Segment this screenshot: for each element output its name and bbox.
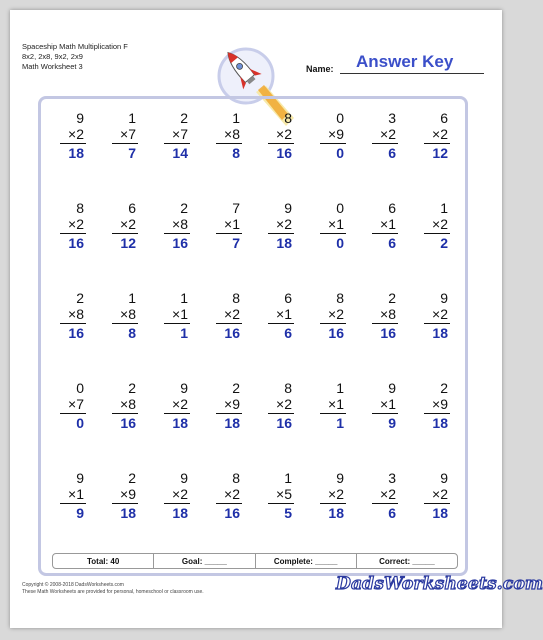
problem-answer: 14 — [172, 145, 188, 161]
correct-cell: Correct: _____ — [379, 556, 435, 566]
problem-answer: 6 — [388, 145, 396, 161]
problem-answer: 0 — [76, 415, 84, 431]
problem-answer: 7 — [128, 145, 136, 161]
problem-answer: 1 — [336, 415, 344, 431]
problem-multiplier: ×9 — [432, 396, 448, 412]
problem-answer: 18 — [276, 235, 292, 251]
problem-multiplier: ×1 — [276, 306, 292, 322]
problem-answer: 16 — [68, 325, 84, 341]
problem-multiplier: ×2 — [224, 306, 240, 322]
problem-multiplier: ×9 — [120, 486, 136, 502]
problem-top-number: 3 — [388, 110, 396, 126]
problem — [252, 290, 304, 346]
problem-top-number: 1 — [180, 290, 188, 306]
problem-multiplier: ×2 — [276, 396, 292, 412]
problem-multiplier: ×2 — [224, 486, 240, 502]
problem-answer: 18 — [432, 505, 448, 521]
problem-answer: 18 — [328, 505, 344, 521]
problem-top-number: 6 — [128, 200, 136, 216]
problem-top-number: 8 — [232, 470, 240, 486]
problem-top-number: 0 — [76, 380, 84, 396]
problem-answer: 18 — [68, 145, 84, 161]
score-bar — [52, 553, 458, 569]
problem-top-number: 1 — [440, 200, 448, 216]
problem-top-number: 2 — [180, 110, 188, 126]
problem-multiplier: ×2 — [68, 216, 84, 232]
problem — [252, 380, 304, 436]
problem — [356, 200, 408, 256]
problem-top-number: 2 — [232, 380, 240, 396]
name-area — [306, 52, 486, 76]
problem-answer: 12 — [120, 235, 136, 251]
problem-top-number: 0 — [336, 110, 344, 126]
name-line — [340, 73, 484, 74]
problem-top-number: 8 — [284, 380, 292, 396]
problem — [304, 290, 356, 346]
problem-top-number: 6 — [440, 110, 448, 126]
answer-key-label: Answer Key — [356, 52, 454, 71]
problem-multiplier: ×8 — [120, 306, 136, 322]
problem-multiplier: ×8 — [172, 216, 188, 232]
problem — [44, 200, 96, 256]
problem-multiplier: ×2 — [380, 486, 396, 502]
problem-answer: 16 — [276, 145, 292, 161]
worksheet-header — [22, 42, 128, 72]
problem — [200, 110, 252, 166]
problem-multiplier: ×8 — [120, 396, 136, 412]
problem-top-number: 9 — [336, 470, 344, 486]
problem-top-number: 9 — [180, 470, 188, 486]
problem — [96, 290, 148, 346]
problem-answer: 12 — [432, 145, 448, 161]
problem — [148, 200, 200, 256]
problem-multiplier: ×5 — [276, 486, 292, 502]
problem — [44, 290, 96, 346]
problem-answer: 0 — [336, 145, 344, 161]
problem-multiplier: ×7 — [172, 126, 188, 142]
problem-multiplier: ×2 — [328, 306, 344, 322]
problem-answer: 9 — [388, 415, 396, 431]
problem-top-number: 1 — [128, 290, 136, 306]
dadsworksheets-logo: DadsWorksheets.com — [336, 574, 543, 594]
problem-answer: 16 — [120, 415, 136, 431]
problem-answer: 18 — [224, 415, 240, 431]
problem — [200, 470, 252, 526]
problem-answer: 16 — [172, 235, 188, 251]
problem-top-number: 1 — [336, 380, 344, 396]
problem-multiplier: ×2 — [432, 486, 448, 502]
problem-top-number: 9 — [76, 470, 84, 486]
problem-top-number: 6 — [284, 290, 292, 306]
problem — [148, 380, 200, 436]
problem — [200, 200, 252, 256]
problem-multiplier: ×9 — [328, 126, 344, 142]
problem-answer: 18 — [120, 505, 136, 521]
problem-multiplier: ×8 — [224, 126, 240, 142]
problem-top-number: 9 — [76, 110, 84, 126]
problem-multiplier: ×9 — [224, 396, 240, 412]
problem-top-number: 8 — [232, 290, 240, 306]
problem-answer: 1 — [180, 325, 188, 341]
problem-multiplier: ×1 — [172, 306, 188, 322]
problem-multiplier: ×1 — [328, 216, 344, 232]
problem-answer: 16 — [276, 415, 292, 431]
problem-answer: 7 — [232, 235, 240, 251]
problem-top-number: 3 — [388, 470, 396, 486]
problem-answer: 16 — [224, 505, 240, 521]
total-cell: Total: 40 — [53, 554, 154, 568]
complete-cell: Complete: _____ — [256, 554, 357, 568]
problem-answer: 18 — [432, 415, 448, 431]
problem-grid — [44, 110, 460, 526]
problem-top-number: 8 — [284, 110, 292, 126]
problem — [96, 470, 148, 526]
problem-answer: 18 — [172, 505, 188, 521]
problem-top-number: 8 — [76, 200, 84, 216]
problem-multiplier: ×2 — [120, 216, 136, 232]
problem-multiplier: ×2 — [68, 126, 84, 142]
problem — [96, 110, 148, 166]
copyright-line-2: These Math Worksheets are provided for personal, homeschool or classroom use. — [22, 589, 204, 595]
problem-answer: 6 — [284, 325, 292, 341]
problem-top-number: 2 — [440, 380, 448, 396]
problem-multiplier: ×2 — [172, 396, 188, 412]
problem — [356, 110, 408, 166]
problem-answer: 6 — [388, 505, 396, 521]
problem-multiplier: ×2 — [380, 126, 396, 142]
problem-top-number: 9 — [388, 380, 396, 396]
problem-answer: 16 — [328, 325, 344, 341]
problem — [356, 290, 408, 346]
problem-multiplier: ×1 — [68, 486, 84, 502]
problem-multiplier: ×1 — [380, 396, 396, 412]
problem-multiplier: ×2 — [432, 306, 448, 322]
problem — [408, 110, 460, 166]
problem — [96, 200, 148, 256]
problem — [148, 110, 200, 166]
problem — [408, 380, 460, 436]
goal-cell: Goal: _____ — [154, 554, 255, 568]
problem-multiplier: ×1 — [224, 216, 240, 232]
problem-top-number: 2 — [180, 200, 188, 216]
problem-answer: 16 — [380, 325, 396, 341]
problem — [356, 380, 408, 436]
problem — [408, 290, 460, 346]
problem-answer: 18 — [432, 325, 448, 341]
copyright-text — [22, 582, 204, 596]
problem-multiplier: ×7 — [120, 126, 136, 142]
problem-multiplier: ×2 — [432, 216, 448, 232]
problem-answer: 6 — [388, 235, 396, 251]
problem-multiplier: ×2 — [432, 126, 448, 142]
problem-answer: 9 — [76, 505, 84, 521]
problem — [356, 470, 408, 526]
problem-top-number: 1 — [232, 110, 240, 126]
problem — [408, 200, 460, 256]
problem-top-number: 2 — [388, 290, 396, 306]
problem — [96, 380, 148, 436]
problem-top-number: 0 — [336, 200, 344, 216]
problem-multiplier: ×1 — [380, 216, 396, 232]
worksheet-title: Spaceship Math Multiplication F — [22, 42, 128, 51]
problem-multiplier: ×8 — [68, 306, 84, 322]
problem-multiplier: ×2 — [172, 486, 188, 502]
problem — [408, 470, 460, 526]
problem-multiplier: ×1 — [328, 396, 344, 412]
problem-multiplier: ×2 — [276, 126, 292, 142]
problem-answer: 16 — [68, 235, 84, 251]
problem-multiplier: ×7 — [68, 396, 84, 412]
problem-top-number: 9 — [180, 380, 188, 396]
problem-top-number: 9 — [440, 290, 448, 306]
problem-top-number: 9 — [440, 470, 448, 486]
problem-answer: 2 — [440, 235, 448, 251]
problem-top-number: 2 — [76, 290, 84, 306]
problem-top-number: 8 — [336, 290, 344, 306]
problem-answer: 18 — [172, 415, 188, 431]
problem — [252, 110, 304, 166]
problem — [44, 110, 96, 166]
problem-answer: 8 — [128, 325, 136, 341]
name-label: Name: — [306, 64, 334, 74]
problem — [252, 200, 304, 256]
problem-top-number: 1 — [128, 110, 136, 126]
problem-top-number: 2 — [128, 380, 136, 396]
problem-answer: 5 — [284, 505, 292, 521]
problem — [200, 380, 252, 436]
problem — [44, 470, 96, 526]
problem — [304, 380, 356, 436]
worksheet-facts: 8x2, 2x8, 9x2, 2x9 — [22, 52, 83, 61]
problem-top-number: 6 — [388, 200, 396, 216]
problem — [252, 470, 304, 526]
problem — [304, 470, 356, 526]
problem-top-number: 9 — [284, 200, 292, 216]
problem-multiplier: ×2 — [328, 486, 344, 502]
problem — [304, 200, 356, 256]
problem — [304, 110, 356, 166]
problem-multiplier: ×8 — [380, 306, 396, 322]
problem — [200, 290, 252, 346]
problem-top-number: 1 — [284, 470, 292, 486]
problem-top-number: 7 — [232, 200, 240, 216]
problem-multiplier: ×2 — [276, 216, 292, 232]
worksheet-subtitle: Math Worksheet 3 — [22, 62, 83, 71]
problem-answer: 8 — [232, 145, 240, 161]
problem — [44, 380, 96, 436]
problem-answer: 0 — [336, 235, 344, 251]
problem-top-number: 2 — [128, 470, 136, 486]
copyright-line-1: Copyright © 2008-2018 DadsWorksheets.com — [22, 582, 124, 588]
problem — [148, 290, 200, 346]
problem — [148, 470, 200, 526]
problem-answer: 16 — [224, 325, 240, 341]
